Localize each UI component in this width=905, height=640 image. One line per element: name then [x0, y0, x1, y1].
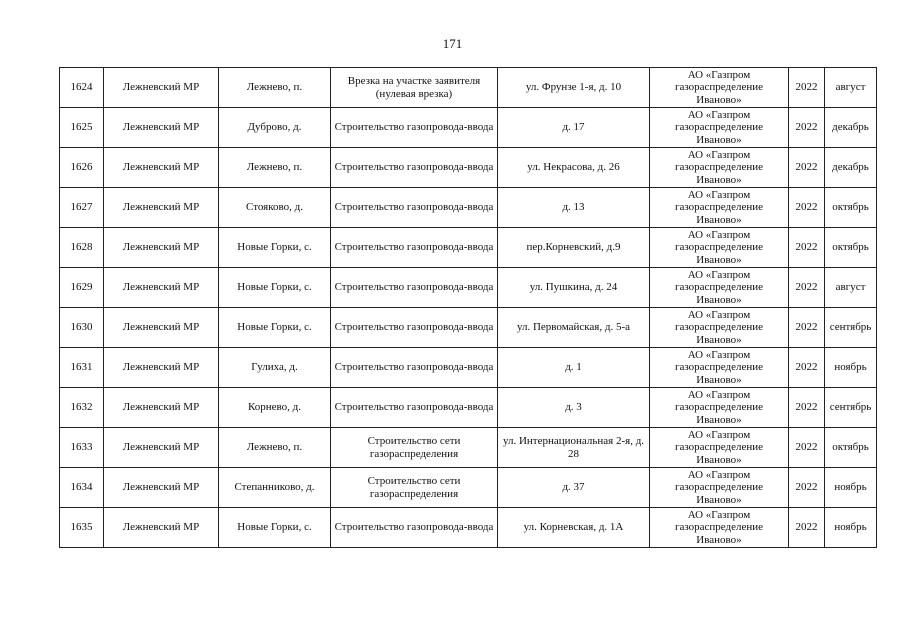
year-cell: 2022	[789, 188, 825, 228]
month-cell: сентябрь	[825, 308, 877, 348]
year-cell: 2022	[789, 68, 825, 108]
row-number: 1626	[60, 148, 104, 188]
row-number: 1628	[60, 228, 104, 268]
row-number: 1633	[60, 428, 104, 468]
work-type-cell: Строительство газопровода-ввода	[331, 348, 498, 388]
table-row	[60, 68, 877, 108]
organization-cell: АО «Газпром газораспределение Иваново»	[650, 68, 789, 108]
row-number: 1634	[60, 468, 104, 508]
municipality-cell: Лежневский МР	[104, 428, 219, 468]
month-cell: сентябрь	[825, 388, 877, 428]
work-type-cell: Строительство газопровода-ввода	[331, 148, 498, 188]
settlement-cell: Новые Горки, с.	[219, 268, 331, 308]
month-cell: декабрь	[825, 148, 877, 188]
settlement-cell: Степанниково, д.	[219, 468, 331, 508]
table-row	[60, 148, 877, 188]
year-cell: 2022	[789, 508, 825, 548]
settlement-cell: Лежнево, п.	[219, 148, 331, 188]
month-cell: ноябрь	[825, 508, 877, 548]
address-cell: д. 13	[498, 188, 650, 228]
year-cell: 2022	[789, 428, 825, 468]
table-row	[60, 468, 877, 508]
address-cell: д. 1	[498, 348, 650, 388]
municipality-cell: Лежневский МР	[104, 148, 219, 188]
address-cell: ул. Некрасова, д. 26	[498, 148, 650, 188]
organization-cell: АО «Газпром газораспределение Иваново»	[650, 108, 789, 148]
municipality-cell: Лежневский МР	[104, 348, 219, 388]
work-type-cell: Строительство сети газораспределения	[331, 468, 498, 508]
municipality-cell: Лежневский МР	[104, 468, 219, 508]
work-type-cell: Строительство газопровода-ввода	[331, 108, 498, 148]
municipality-cell: Лежневский МР	[104, 388, 219, 428]
work-type-cell: Строительство газопровода-ввода	[331, 228, 498, 268]
year-cell: 2022	[789, 348, 825, 388]
address-cell: ул. Интернациональная 2-я, д. 28	[498, 428, 650, 468]
municipality-cell: Лежневский МР	[104, 508, 219, 548]
row-number: 1627	[60, 188, 104, 228]
address-cell: ул. Пушкина, д. 24	[498, 268, 650, 308]
organization-cell: АО «Газпром газораспределение Иваново»	[650, 508, 789, 548]
address-cell: ул. Первомайская, д. 5-а	[498, 308, 650, 348]
year-cell: 2022	[789, 228, 825, 268]
organization-cell: АО «Газпром газораспределение Иваново»	[650, 388, 789, 428]
row-number: 1635	[60, 508, 104, 548]
work-type-cell: Строительство газопровода-ввода	[331, 388, 498, 428]
municipality-cell: Лежневский МР	[104, 228, 219, 268]
work-type-cell: Строительство газопровода-ввода	[331, 188, 498, 228]
address-cell: д. 17	[498, 108, 650, 148]
organization-cell: АО «Газпром газораспределение Иваново»	[650, 268, 789, 308]
settlement-cell: Корнево, д.	[219, 388, 331, 428]
municipality-cell: Лежневский МР	[104, 188, 219, 228]
month-cell: август	[825, 68, 877, 108]
municipality-cell: Лежневский МР	[104, 68, 219, 108]
row-number: 1630	[60, 308, 104, 348]
row-number: 1624	[60, 68, 104, 108]
municipality-cell: Лежневский МР	[104, 268, 219, 308]
year-cell: 2022	[789, 468, 825, 508]
settlement-cell: Новые Горки, с.	[219, 228, 331, 268]
year-cell: 2022	[789, 268, 825, 308]
organization-cell: АО «Газпром газораспределение Иваново»	[650, 308, 789, 348]
table-row	[60, 268, 877, 308]
settlement-cell: Лежнево, п.	[219, 428, 331, 468]
organization-cell: АО «Газпром газораспределение Иваново»	[650, 228, 789, 268]
month-cell: октябрь	[825, 188, 877, 228]
settlement-cell: Лежнево, п.	[219, 68, 331, 108]
row-number: 1632	[60, 388, 104, 428]
month-cell: октябрь	[825, 428, 877, 468]
organization-cell: АО «Газпром газораспределение Иваново»	[650, 468, 789, 508]
table-row	[60, 108, 877, 148]
work-type-cell: Строительство сети газораспределения	[331, 428, 498, 468]
work-type-cell: Строительство газопровода-ввода	[331, 268, 498, 308]
settlement-cell: Новые Горки, с.	[219, 308, 331, 348]
organization-cell: АО «Газпром газораспределение Иваново»	[650, 428, 789, 468]
month-cell: декабрь	[825, 108, 877, 148]
address-cell: д. 37	[498, 468, 650, 508]
organization-cell: АО «Газпром газораспределение Иваново»	[650, 348, 789, 388]
settlement-cell: Новые Горки, с.	[219, 508, 331, 548]
table-row	[60, 428, 877, 468]
month-cell: октябрь	[825, 228, 877, 268]
year-cell: 2022	[789, 388, 825, 428]
year-cell: 2022	[789, 148, 825, 188]
page-number: 171	[442, 36, 463, 51]
address-cell: пер.Корневский, д.9	[498, 228, 650, 268]
organization-cell: АО «Газпром газораспределение Иваново»	[650, 148, 789, 188]
table-row	[60, 228, 877, 268]
row-number: 1629	[60, 268, 104, 308]
municipality-cell: Лежневский МР	[104, 108, 219, 148]
month-cell: ноябрь	[825, 468, 877, 508]
year-cell: 2022	[789, 108, 825, 148]
row-number: 1625	[60, 108, 104, 148]
table-row	[60, 348, 877, 388]
month-cell: август	[825, 268, 877, 308]
settlement-cell: Гулиха, д.	[219, 348, 331, 388]
year-cell: 2022	[789, 308, 825, 348]
table-row	[60, 388, 877, 428]
organization-cell: АО «Газпром газораспределение Иваново»	[650, 188, 789, 228]
row-number: 1631	[60, 348, 104, 388]
settlement-cell: Стояково, д.	[219, 188, 331, 228]
settlement-cell: Дуброво, д.	[219, 108, 331, 148]
data-table	[59, 67, 877, 548]
municipality-cell: Лежневский МР	[104, 308, 219, 348]
work-type-cell: Строительство газопровода-ввода	[331, 308, 498, 348]
address-cell: д. 3	[498, 388, 650, 428]
work-type-cell: Врезка на участке заявителя (нулевая врезка)	[331, 68, 498, 108]
address-cell: ул. Корневская, д. 1А	[498, 508, 650, 548]
month-cell: ноябрь	[825, 348, 877, 388]
table-row	[60, 308, 877, 348]
address-cell: ул. Фрунзе 1-я, д. 10	[498, 68, 650, 108]
table-row	[60, 508, 877, 548]
table-row	[60, 188, 877, 228]
work-type-cell: Строительство газопровода-ввода	[331, 508, 498, 548]
